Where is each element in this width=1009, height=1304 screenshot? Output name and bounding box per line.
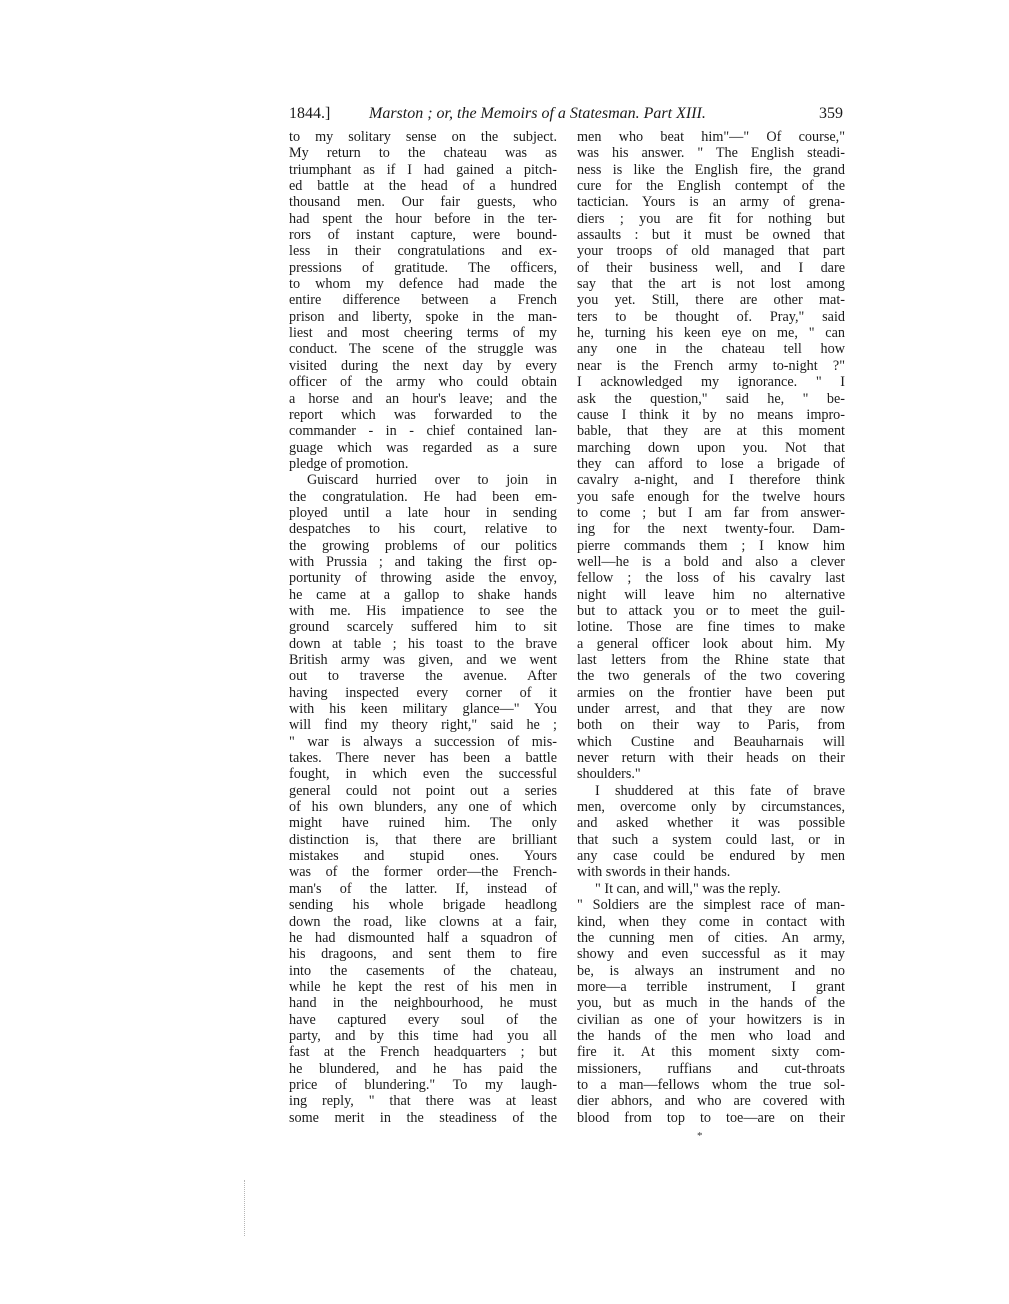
text-line: general could not point out a series <box>289 782 557 799</box>
text-line: ask the question," said he, " be- <box>577 390 845 407</box>
text-line: mistakes and stupid ones. Yours <box>289 848 557 865</box>
text-line: a horse and an hour's leave; and the <box>289 390 557 407</box>
text-line: well—he is a bold and also a clever <box>577 553 845 570</box>
text-line: might have ruined him. The only <box>289 815 557 832</box>
text-line: night will leave him no alternative <box>577 586 845 603</box>
text-line: My return to the chateau was as <box>289 145 557 162</box>
text-line: had spent the hour before in the ter- <box>289 210 557 227</box>
text-line: less in their congratulations and ex- <box>289 243 557 260</box>
text-line: any one in the chateau tell how <box>577 341 845 358</box>
text-line: the hands of the men who load and <box>577 1027 845 1044</box>
text-line: Guiscard hurried over to join in <box>307 472 557 489</box>
text-line: commander - in - chief contained lan- <box>289 423 557 440</box>
text-line: say that the art is not lost among <box>577 276 845 293</box>
text-line: " It can, and will," was the reply. <box>595 880 781 897</box>
text-line: ness is like the English fire, the grand <box>577 161 845 178</box>
text-line: entire difference between a French <box>289 292 557 309</box>
text-line: to a man—fellows whom the true sol- <box>577 1076 845 1093</box>
text-line: missioners, ruffians and cut-throats <box>577 1060 845 1077</box>
text-line: his dragoons, and sent them to fire <box>289 946 557 963</box>
text-line: tactician. Yours is an army of grena- <box>577 194 845 211</box>
text-line: having inspected every corner of it <box>289 684 557 701</box>
right-column <box>577 129 845 1126</box>
text-line: the cunning men of cities. An army, <box>577 929 845 946</box>
text-line: last letters from the Rhine state that <box>577 652 845 668</box>
text-line: showy and even successful as it may <box>577 946 845 963</box>
text-line: sending his whole brigade headlong <box>289 897 557 914</box>
text-line: bable, that they are at this moment <box>577 423 845 440</box>
text-line: conduct. The scene of the struggle was <box>289 341 557 358</box>
text-line: marching down upon you. Not that <box>577 439 845 456</box>
text-line: shoulders." <box>577 766 641 783</box>
text-line: ing reply, " that there was at least <box>289 1093 557 1110</box>
text-line: " Soldiers are the simplest race of man- <box>577 897 845 914</box>
text-line: your troops of old managed that part <box>577 243 845 260</box>
text-line: cure for the English contempt of the <box>577 178 845 195</box>
text-line: cause I think it by no means impro- <box>577 406 845 423</box>
text-line: pressions of gratitude. The officers, <box>289 259 557 276</box>
text-line: you safe enough for the twelve hours <box>577 488 845 505</box>
text-line: will find my theory right," said he ; <box>289 717 557 734</box>
text-line: with swords in their hands. <box>577 864 731 881</box>
text-line: cavalry a-night, and I therefore think <box>577 472 845 489</box>
text-line: of their business well, and I dare <box>577 259 845 276</box>
text-line: down at table ; his toast to the brave <box>289 635 557 652</box>
text-line: pierre commands them ; I know him <box>577 537 845 554</box>
text-line: rors of instant capture, were bound- <box>289 227 557 244</box>
text-line: armies on the frontier have been put <box>577 684 845 701</box>
text-line: lotine. Those are fine times to make <box>577 619 845 636</box>
text-line: portunity of throwing aside the envoy, <box>289 570 557 587</box>
text-line: men who beat him"—" Of course," <box>577 129 845 145</box>
text-line: report which was forwarded to the <box>289 406 557 423</box>
text-line: civilian as one of your howitzers is in <box>577 1011 845 1028</box>
text-line: near is the French army to-night ?" <box>577 357 845 374</box>
text-line: guage which was regarded as a sure <box>289 439 557 456</box>
text-line: and asked whether it was possible <box>577 815 845 832</box>
text-line: men, overcome only by circumstances, <box>577 799 845 816</box>
text-line: officer of the army who could obtain <box>289 374 557 391</box>
text-line: down the road, like clowns at a fair, <box>289 913 557 930</box>
text-line: ployed until a late hour in sending <box>289 504 557 521</box>
left-column <box>289 129 557 1126</box>
header-title: Marston ; or, the Memoirs of a Statesman. Part XIII. <box>369 105 706 122</box>
text-line: ed battle at the head of a hundred <box>289 178 557 195</box>
text-line: any case could be endured by men <box>577 848 845 865</box>
text-line: dier abhors, and who are covered with <box>577 1093 845 1110</box>
text-line: that such a system could last, or in <box>577 831 845 848</box>
text-line: ters to be thought of. Pray," said <box>577 308 845 325</box>
text-line: was of the former order—the French- <box>289 864 557 881</box>
text-line: I acknowledged my ignorance. " I <box>577 374 845 391</box>
text-line: while he kept the rest of his men in <box>289 978 557 995</box>
text-line: blood from top to toe—are on their <box>577 1109 845 1126</box>
text-line: fast at the French headquarters ; but <box>289 1044 557 1061</box>
text-line: with his keen military glance—" You <box>289 701 557 718</box>
text-line: ground scarcely suffered him to sit <box>289 619 557 636</box>
text-line: takes. There never has been a battle <box>289 750 557 767</box>
text-line: party, and by this time had you all <box>289 1027 557 1044</box>
text-line: man's of the latter. If, instead of <box>289 880 557 897</box>
text-line: he came at a gallop to shake hands <box>289 586 557 603</box>
text-line: out to traverse the avenue. After <box>289 668 557 685</box>
text-line: he blundered, and he has paid the <box>289 1060 557 1077</box>
text-line: but to attack you or to meet the guil- <box>577 602 845 619</box>
text-line: price of blundering." To my laugh- <box>289 1076 557 1093</box>
text-line: under arrest, and that they are now <box>577 701 845 718</box>
text-line: thousand men. Our fair guests, who <box>289 194 557 211</box>
text-line: fought, in which even the successful <box>289 766 557 783</box>
text-line: kind, when they come in contact with <box>577 913 845 930</box>
header-year: 1844.] <box>289 105 331 122</box>
text-line: he had dismounted half a squadron of <box>289 929 557 946</box>
text-line: you yet. Still, there are other mat- <box>577 292 845 309</box>
running-header <box>289 104 845 124</box>
text-line: both on their way to Paris, from <box>577 717 845 734</box>
footer-mark: * <box>697 1130 703 1142</box>
text-line: you, but as much in the hands of the <box>577 995 845 1012</box>
text-line: fire it. At this moment sixty com- <box>577 1044 845 1061</box>
margin-dotted-rule <box>244 1180 245 1236</box>
text-line: more—a terrible instrument, I grant <box>577 978 845 995</box>
text-line: with me. His impatience to see the <box>289 602 557 619</box>
page-number: 359 <box>819 105 843 122</box>
text-line: be, is always an instrument and no <box>577 962 845 979</box>
text-line: I shuddered at this fate of brave <box>595 782 845 799</box>
text-line: have captured every soul of the <box>289 1011 557 1028</box>
text-line: triumphant as if I had gained a pitch- <box>289 161 557 178</box>
text-line: the growing problems of our politics <box>289 537 557 554</box>
text-line: prison and liberty, spoke in the man- <box>289 308 557 325</box>
text-line: which Custine and Beauharnais will <box>577 733 845 750</box>
text-line: to my solitary sense on the subject. <box>289 129 557 145</box>
text-line: a general officer look about him. My <box>577 635 845 652</box>
text-line: assaults : but it must be owned that <box>577 227 845 244</box>
text-line: hand in the neighbourhood, he must <box>289 995 557 1012</box>
text-line: British army was given, and we went <box>289 652 557 668</box>
text-line: some merit in the steadiness of the <box>289 1109 557 1126</box>
text-line: ing for the next twenty-four. Dam- <box>577 521 845 538</box>
text-line: they can afford to lose a brigade of <box>577 455 845 472</box>
text-line: fellow ; the loss of his cavalry last <box>577 570 845 587</box>
text-line: he, turning his keen eye on me, " can <box>577 325 845 342</box>
text-line: " war is always a succession of mis- <box>289 733 557 750</box>
text-line: visited during the next day by every <box>289 357 557 374</box>
text-line: of his own blunders, any one of which <box>289 799 557 816</box>
text-line: was his answer. " The English steadi- <box>577 145 845 162</box>
text-line: diers ; you are fit for nothing but <box>577 210 845 227</box>
text-line: pledge of promotion. <box>289 455 409 472</box>
text-line: into the casements of the chateau, <box>289 962 557 979</box>
text-line: despatches to his court, relative to <box>289 521 557 538</box>
text-line: distinction is, that there are brilliant <box>289 831 557 848</box>
text-line: never return with their heads on their <box>577 750 845 767</box>
text-line: to come ; but I am far from answer- <box>577 504 845 521</box>
text-line: with Prussia ; and taking the first op- <box>289 553 557 570</box>
text-line: the congratulation. He had been em- <box>289 488 557 505</box>
text-line: liest and most cheering terms of my <box>289 325 557 342</box>
text-line: the two generals of the two covering <box>577 668 845 685</box>
text-line: to whom my defence had made the <box>289 276 557 293</box>
